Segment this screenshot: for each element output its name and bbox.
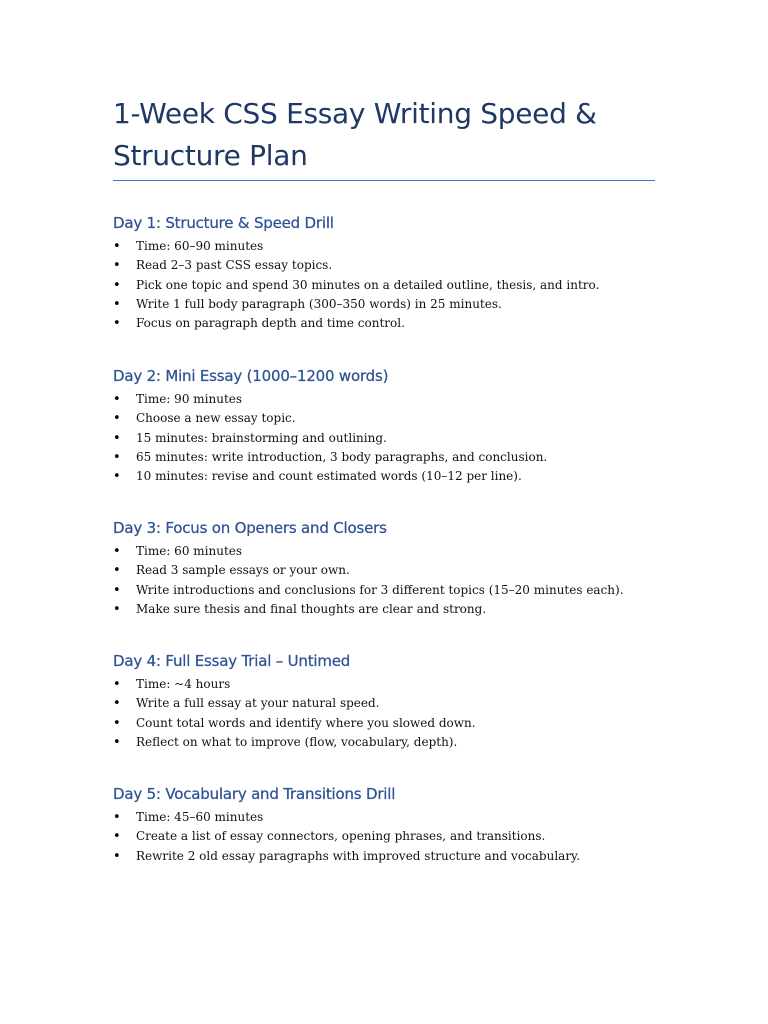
bullet-item: • Reflect on what to improve (flow, vocabulary, depth).: [113, 733, 673, 752]
bullet-item: • Time: 45–60 minutes: [113, 808, 673, 827]
section-heading: Day 2: Mini Essay (1000–1200 words): [113, 367, 389, 385]
bullet-item: • Write a full essay at your natural speed.: [113, 694, 673, 713]
bullet-item: • 65 minutes: write introduction, 3 body paragraphs, and conclusion.: [113, 448, 673, 467]
bullet-item: • Time: 90 minutes: [113, 390, 673, 409]
bullet-item: • Write introductions and conclusions for 3 different topics (15–20 minutes each).: [113, 581, 673, 600]
section-day-3: [113, 518, 673, 619]
section-heading: Day 4: Full Essay Trial – Untimed: [113, 652, 351, 670]
bullet-item: • Focus on paragraph depth and time control.: [113, 314, 673, 333]
bullet-item: • Create a list of essay connectors, opening phrases, and transitions.: [113, 827, 673, 846]
bullet-item: • 15 minutes: brainstorming and outlining.: [113, 429, 673, 448]
bullet-item: • Make sure thesis and final thoughts are clear and strong.: [113, 600, 673, 619]
section-heading: Day 3: Focus on Openers and Closers: [113, 519, 387, 537]
bullet-item: • Choose a new essay topic.: [113, 409, 673, 428]
bullet-item: • Time: 60 minutes: [113, 542, 673, 561]
bullet-item: • Pick one topic and spend 30 minutes on a detailed outline, thesis, and intro.: [113, 276, 673, 295]
bullet-item: • Read 3 sample essays or your own.: [113, 561, 673, 580]
bullet-item: • Read 2–3 past CSS essay topics.: [113, 256, 673, 275]
bullet-item: • 10 minutes: revise and count estimated words (10–12 per line).: [113, 467, 673, 486]
bullet-list: [113, 808, 673, 866]
bullet-list: [113, 675, 673, 752]
title-underline-rule: [113, 180, 655, 181]
document-title: 1-Week CSS Essay Writing Speed & Structure Plan: [113, 97, 597, 172]
bullet-item: • Write 1 full body paragraph (300–350 words) in 25 minutes.: [113, 295, 673, 314]
bullet-item: • Time: ~4 hours: [113, 675, 673, 694]
section-day-4: [113, 651, 673, 752]
section-day-2: [113, 366, 673, 486]
section-day-1: [113, 213, 673, 333]
bullet-list: [113, 542, 673, 619]
bullet-item: • Count total words and identify where you slowed down.: [113, 714, 673, 733]
bullet-item: • Rewrite 2 old essay paragraphs with improved structure and vocabulary.: [113, 847, 673, 866]
section-day-5: [113, 784, 673, 866]
section-heading: Day 1: Structure & Speed Drill: [113, 214, 334, 232]
bullet-list: [113, 237, 673, 333]
section-heading: Day 5: Vocabulary and Transitions Drill: [113, 785, 396, 803]
bullet-list: [113, 390, 673, 486]
bullet-item: • Time: 60–90 minutes: [113, 237, 673, 256]
